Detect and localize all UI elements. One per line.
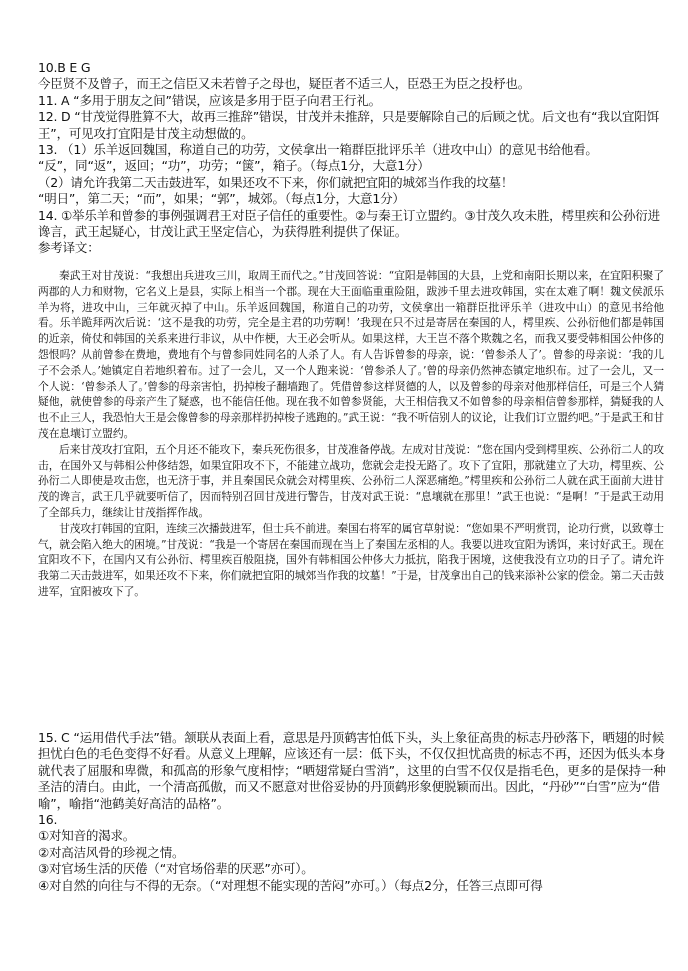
answer-13-2-scoring: “明日”，第二天；“而”，如果；“郭”，城郊。（每点1分，大意1分）	[38, 191, 405, 207]
answer-16-point-3: ③对官场生活的厌倦（“对官场俗辈的厌恶”亦可）。	[38, 861, 314, 877]
answer-16: 16.	[38, 812, 58, 828]
translation-section	[38, 268, 664, 600]
answer-16-point-4: ④对自然的向往与不得的无奈。（“对理想不能实现的苦闷”亦可。）（每点2分，任答三点即可得	[38, 877, 543, 893]
answer-10: 10.B E G	[38, 60, 91, 75]
translation-heading: 参考译文：	[38, 240, 100, 256]
answer-10-sentence: 今臣贤不及曾子，而王之信臣又未若曾子之母也，疑臣者不适三人，臣恐王为臣之投杼也。	[38, 76, 531, 92]
translation-paragraph-2: 后来甘茂攻打宜阳，五个月还不能攻下，秦兵死伤很多，甘茂准备停战。左成对甘茂说：“您在国内受到樗里疾、公孙衍二人的攻击，在国外又与韩相公仲侈结怨，如果宜阳攻不下，不能建立战功，您就会走投无路了。攻下了宜阳，那就建立了大功，樗里疾、公孙衍二人即使是攻击您，也无济于事，并且秦国民众就会对樗里疾、公孙衍二人深恶痛绝。”樗里疾和公孙衍二人就在武王面前大进甘茂的谗言，武王几乎就要听信了，因而特别召回甘茂进行警告，甘茂对武王说：“息壤就在那里！”武王也说：“是啊！”于是武王动用了全部兵力，继续让甘茂指挥作战。	[38, 442, 664, 519]
answer-15: 15. C “运用借代手法”错。颔联从表面上看，意思是丹顶鹤害怕低下头，头上象征高贵的标志丹砂落下，晒翅的时候担忧白色的毛色变得不好看。从意义上理解，应该还有一层：低下头，不仅仅担忧高贵的标志不再，还因为低头本身就代表了屈服和卑微，和孤高的形象气度相悖；“晒翅常疑白雪消”，这里的白雪不仅仅是指毛色，更多的是保持一种圣洁的清白。由此，一个清高孤傲，而又不愿意对世俗妥协的丹顶鹤形象便脱颖而出。因此，“丹砂”“白雪”应为“借喻”，喻指“池鹤美好高洁的品格”。	[38, 730, 666, 811]
answers-section-top	[38, 60, 666, 257]
translation-paragraph-1: 秦武王对甘茂说：“我想出兵进攻三川，取周王而代之。”甘茂回答说：“宜阳是韩国的大县，上党和南阳长期以来，在宜阳积聚了两郡的人力和财物，它名义上是县，实际上相当一个郡。现在大王面临重重险阻，跋涉千里去进攻韩国，实在太难了啊！魏文侯派乐羊为将，进攻中山，三年就灭掉了中山。乐羊返回魏国，称道自己的功劳，文侯拿出一箱群臣批评乐羊（进攻中山）的意见书给他看。乐羊跪拜两次后说：‘这不是我的功劳，完全是主君的功劳啊！’我现在只不过是寄居在秦国的人，樗里疾、公孙衍他们都是韩国的近亲，倚仗和韩国的关系来进行非议，从中作梗，大王必会听从。如果这样，大王岂不落个欺魏之名，而我又要受韩相国公仲侈的怨恨吗？从前曾参在费地，费地有个与曾参同姓同名的人杀了人。有人告诉曾参的母亲，说：‘曾参杀人了’。曾参的母亲说：‘我的儿子不会杀人。’她镇定自若地织着布。过了一会儿，又一个人跑来说：‘曾参杀人了。’曾的母亲仍然神态镇定地织布。过了一会儿，又一个人说：‘曾参杀人了。’曾参的母亲害怕，扔掉梭子翻墙跑了。凭借曾参这样贤德的人，以及曾参的母亲对他那样信任，可是三个人猜疑他，就使曾参的母亲产生了疑惑，也不能信任他。现在我不如曾参贤能，大王相信我又不如曾参的母亲相信曾参那样，猜疑我的人也不止三人，我恐怕大王是会像曾参的母亲那样扔掉梭子逃跑的。”武王说：“我不听信别人的议论，让我们订立盟约吧。”于是武王和甘茂在息壤订立盟约。	[38, 269, 664, 440]
answers-section-bottom	[38, 730, 666, 894]
answer-16-point-1: ①对知音的渴求。	[38, 828, 136, 844]
answer-11: 11. A “多用于朋友之间”错误，应该是多用于臣子向君王行礼。	[38, 92, 381, 108]
answer-14: 14. ①举乐羊和曾参的事例强调君王对臣子信任的重要性。②与秦王订立盟约。③甘茂久攻未胜，樗里疾和公孙衍进谗言，武王起疑心，甘茂让武王坚定信心，为获得胜利提供了保证。	[38, 207, 660, 240]
answer-13-1: 13. （1）乐羊返回魏国，称道自己的功劳，文侯拿出一箱群臣批评乐羊（进攻中山）的意见书给他看。	[38, 142, 598, 158]
translation-paragraph-3: 甘茂攻打韩国的宜阳，连续三次播鼓进军，但士兵不前进。秦国右将军的属官草射说：“您如果不严明赏罚，论功行赏，以致尊士气，就会陷入绝大的困境。”甘茂说：“我是一个寄居在秦国而现在当上了秦国左丞相的人。我要以进攻宜阳为诱饵，来讨好武王。现在宜阳攻不下，在国内又有公孙衍、樗里疾百般阻挠，国外有韩相国公仲侈大力抵抗，陷我于困境，这使我没有立功的日子了。请允许我第二天击鼓进军，如果还攻不下来，你们就把宜阳的城郊当作我的坟墓！”于是，甘茂拿出自己的钱来添补公家的偿金。第二天击鼓进军，宜阳被攻下了。	[38, 521, 664, 598]
answer-16-point-2: ②对高洁风骨的珍视之情。	[38, 844, 185, 860]
answer-13-2: （2）请允许我第二天击鼓进军，如果还攻不下来，你们就把宜阳的城郊当作我的坟墓！	[38, 174, 514, 190]
answer-12: 12. D “甘茂觉得胜算不大，故再三推辞”错误，甘茂并未推辞，只是要解除自己的后顾之忧。后文也有“我以宜阳饵王”，可见攻打宜阳是甘茂主动想做的。	[38, 109, 659, 141]
answer-13-1-scoring: “反”，同“返”，返回；“功”，功劳；“箧”，箱子。（每点1分，大意1分）	[38, 158, 430, 174]
